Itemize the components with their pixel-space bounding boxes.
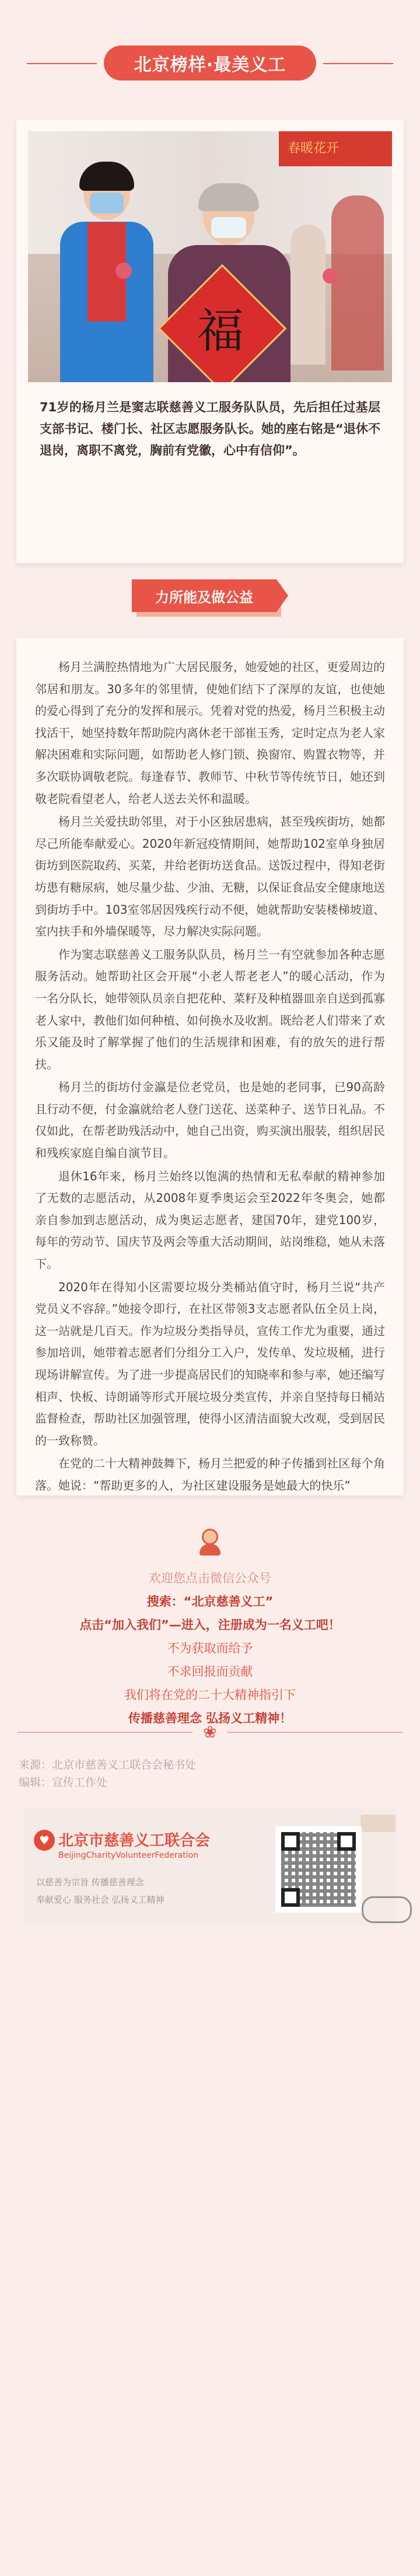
header: [0, 0, 420, 111]
volunteer-avatar-icon: [198, 1529, 222, 1556]
organization-english-name: BeijingCharityVolunteerFederation: [58, 1851, 199, 1860]
divider: [18, 1732, 192, 1733]
volunteer-photo[interactable]: [28, 131, 392, 382]
article-paragraph: 杨月兰关爱扶助邻里，对于小区独居患病，甚至残疾街坊，她都尽己所能奉献爱心。2020年新冠疫情期间，她帮助102室单身独居街坊到医院取药、买菜，并给老街坊送食品。送饭过程中，得知老街坊患有糖尿病，她尽量少盐、少油、无糖，以保证食品安全健康地送到街坊手中。103室邻居因残疾行动不便，她就帮助安装楼梯坡道、室内扶手和外墙保暖等，尽力解决实际问题。: [35, 815, 385, 939]
organization-name: 北京市慈善义工联合会: [58, 1832, 211, 1850]
photo-banner-text: 春暖花开: [288, 141, 340, 156]
article-paragraph: 2020年在得知小区需要垃圾分类桶站值守时，杨月兰说“共产党员义不容辞。”她接令即行，在社区带领3支志愿者队伍全员上岗，这一站就是几百天。作为垃圾分类指导员，宣传工作尤为重要，通过参加培训，她带着志愿者们分组分工入户，发传单、发垃圾桶，进行现场讲解宣传。为了进一步提高居民们的知晓率和参与率，她还编写相声、快板、诗朗诵等形式开展垃圾分类宣传，并亲自坚持每日桶站监督检查，帮助社区加强管理，使得小区清洁面貌大改观，受到居民的一致称赞。: [35, 1280, 385, 1448]
flower-icon: [116, 263, 132, 279]
source-editor: 编辑：宣传工作处: [19, 1776, 108, 1789]
cta-line: 欢迎您点击微信公众号: [149, 1571, 271, 1585]
article-paragraph: 在党的二十大精神鼓舞下，杨月兰把爱的种子传播到社区每个角落。她说：“帮助更多的人，为社区建设服务是她最大的快乐”: [35, 1456, 385, 1493]
cta-search: 搜索：“北京慈善义工”: [146, 1595, 274, 1609]
source-info: [19, 1756, 196, 1791]
section-heading-label: 力所能及做公益: [132, 579, 276, 612]
flower-icon: [323, 268, 338, 284]
organization-card: [23, 1809, 397, 1925]
article-paragraph: 杨月兰满腔热情地为广大居民服务，她爱她的社区，更爱周边的邻居和朋友。30多年的邻里情，使她们结下了深厚的友谊，也使她的爱心得到了充分的发挥和展示。凭着对党的热爱，杨月兰积极主动找活干，她坚持数年帮助院内离休老干部崔玉秀，定时定点为老人家解决困难和实际问题，如帮助老人修门锁、换窗帘、购置衣物等，并多次联协调敬老院。每逢春节、教师节、中秋节等传统节日，她还到敬老院看望老人，给老人送去关怀和温暖。: [35, 660, 385, 806]
source-from: 来源：北京市慈善义工联合会秘书处: [19, 1759, 197, 1771]
photo-background-person: [331, 195, 384, 371]
organization-motto: 以慈善为宗旨 传播慈善理念: [36, 1877, 144, 1888]
photo-banner: [279, 131, 392, 166]
cta-join: 点击“加入我们”—进入，注册成为一名义工吧！: [79, 1618, 341, 1632]
article-body: [16, 638, 404, 1495]
article-paragraph: 作为窦志联慈善义工服务队队员，杨月兰一有空就参加各种志愿服务活动。她帮助社区会开展“小老人帮老老人”的暖心活动，作为一名分队长，她带领队员亲自把花种、菜籽及种植器皿亲自送到孤寡老人家中，教他们如何种植、如何换水及收割。既给老人们带来了欢乐又能及时了解掌握了他们的生活规律和困难，有的放矢的进行帮扶。: [35, 947, 385, 1071]
divider: [228, 1732, 402, 1733]
photo-card: [16, 120, 404, 563]
section-heading: [132, 579, 288, 612]
organization-motto: 奉献爱心 服务社会 弘扬义工精神: [36, 1895, 164, 1905]
cta-slogan: 传播慈善理念 弘扬义工精神！: [128, 1711, 292, 1725]
cup-decoration: [360, 1815, 396, 1832]
bow-icon: ❀: [203, 1722, 217, 1742]
qr-code-icon[interactable]: [275, 1826, 362, 1913]
organization-logo-icon: ♥: [34, 1830, 55, 1851]
article-paragraph: 退休16年来，杨月兰始终以饱满的热情和无私奉献的精神参加了无数的志愿活动，从2008年夏季奥运会至2022年冬奥会，她都亲自参加到志愿活动，成为奥运志愿者，建国70年，建党100岁，每年的劳动节、国庆节及两会等重大活动期间，站岗维稳，她从未落下。: [35, 1169, 385, 1271]
photo-volunteer: [51, 166, 162, 382]
glasses-decoration: [362, 1896, 412, 1923]
call-to-action: [0, 1567, 420, 1730]
fu-character: 福: [197, 303, 244, 358]
cta-line: 我们将在党的二十大精神指引下: [124, 1688, 296, 1702]
photo-caption: 71岁的杨月兰是窦志联慈善义工服务队队员，先后担任过基层支部书记、楼门长、社区志愿服务队长。她的座右铭是“退休不退岗，离职不离党，胸前有党徽，心中有信仰”。: [40, 400, 380, 457]
cta-line: 不求回报而贡献: [167, 1665, 253, 1679]
cta-line: 不为获取而给予: [167, 1641, 253, 1655]
article-paragraph: 杨月兰的街坊付金瀛是位老党员，也是她的老同事，已90高龄且行动不便，付金瀛就给老人登门送花、送菜种子、送节日礼品。不仅如此，在帮老助残活动中，她自己出资，购买演出服装，组织居民和残疾家庭自编自演节目。: [35, 1080, 385, 1161]
page-title: 北京榜样·最美义工: [104, 46, 316, 81]
